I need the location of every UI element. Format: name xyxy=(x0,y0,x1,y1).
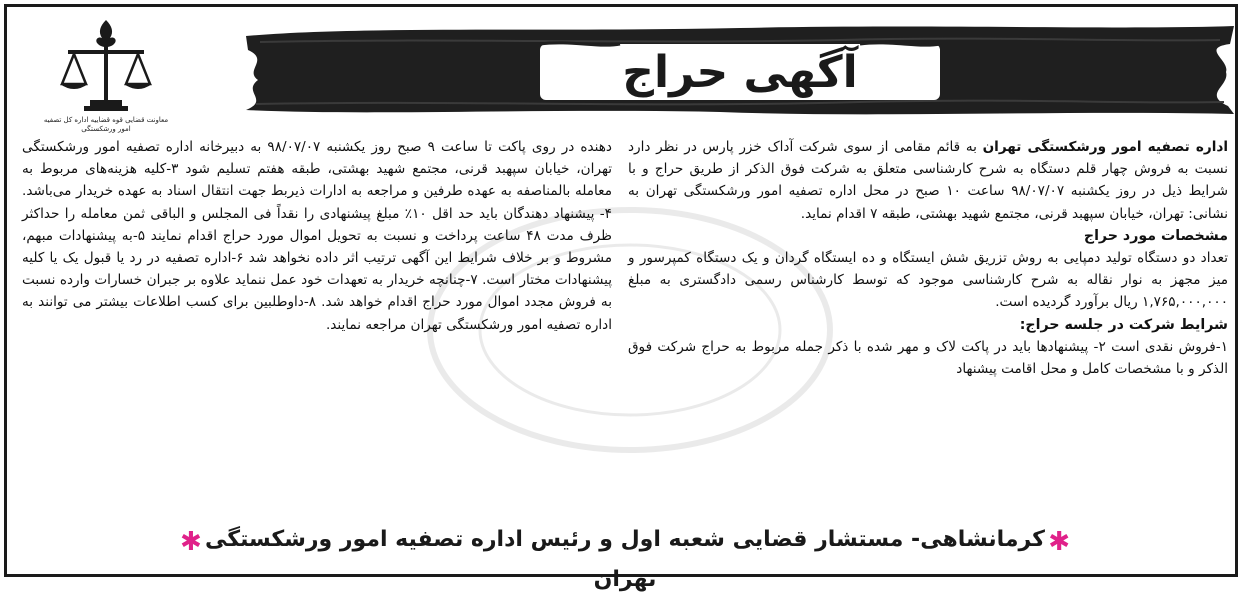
signature-footer xyxy=(180,520,1070,592)
conditions-continued-text: دهنده در روی پاکت تا ساعت ۹ صبح روز یکشنبه ۹۸/۰۷/۰۷ به دبیرخانه اداره تصفیه امور ورشکستگی تهران، خیابان سپهبد قرنی، مجتمع شهید بهشتی، طبقه هفتم تسلیم شود ۳-کلیه هزینه‌های مربوط به معامله بالمناصفه به عهده طرفین و مراجعه به ادارات ذیربط جهت انتقال اسناد به عهده خریدار می‌باشد. ۴- پیشنهاد دهندگان باید حد اقل ۱۰٪ مبلغ پیشنهادی را نقداً فی المجلس و الباقی ثمن معامله را حداکثر ظرف مدت ۴۸ ساعت پرداخت و نسبت به تحویل اموال مورد حراج اقدام نمایند ۵-به پیشنهادات مبهم، مشروط و بر خلاف شرایط این آگهی ترتیب اثر داده نخواهد شد ۶-اداره تصفیه در رد یا قبول یک یا کلیه پیشنهادات مختار است. ۷-چنانچه خریدار به تعهدات خود عمل ننماید علاوه بر جبران خسارات وارده نسبت به فروش مجدد اموال مورد حراج اقدام خواهد شد. ۸-داوطلبین برای کسب اطلاعات بیشتر می توانند به اداره تصفیه امور ورشکستگی تهران مراجعه نمایند. xyxy=(22,139,612,333)
page-title: آگهی حراج xyxy=(622,47,858,98)
conditions-heading: شرایط شرکت در جلسه حراج: xyxy=(1019,316,1228,333)
scales-of-justice-icon xyxy=(54,14,158,118)
specs-text: تعداد دو دستگاه تولید دمپایی به روش تزریق شش ایستگاه و ده ایستگاه گردان و یک دستگاه کمپرسور و میز مجهز به نوار نقاله به شرح کارشناسی موجود که توسط کارشناس رسمی دادگستری به مبلغ ۱,۷۶۵,۰۰۰,۰۰۰ ریال برآورد گردیده است. xyxy=(628,250,1228,311)
notice-right-column xyxy=(628,136,1228,380)
intro-text: به قائم مقامی از سوی شرکت آداک خزر پارس در نظر دارد نسبت به فروش چهار قلم دستگاه به شرح کارشناسی متعلق به شرکت فوق الذکر از طریق حراج و با شرایط ذیل در روز یکشنبه ۹۸/۰۷/۰۷ ساعت ۱۰ صبح در محل اداره تصفیه امور ورشکستگی تهران به نشانی: تهران، خیابان سپهبد قرنی، مجتمع شهید بهشتی، طبقه ۷ اقدام نماید. xyxy=(628,139,1229,222)
intro-paragraph xyxy=(628,136,1228,225)
title-banner xyxy=(240,14,1240,122)
conditions-text: ۱-فروش نقدی است ۲- پیشنهادها باید در پاکت لاک و مهر شده با ذکر جمله مربوط به حراج شرکت فوق الذکر و با مشخصات کامل و محل اقامت پیشنهاد xyxy=(628,338,1228,378)
notice-left-column xyxy=(22,136,612,336)
organization-name: اداره تصفیه امور ورشکستگی تهران xyxy=(982,139,1228,155)
specs-heading: مشخصات مورد حراج xyxy=(1083,227,1228,244)
judiciary-logo xyxy=(54,14,158,132)
star-icon: ✱ xyxy=(1048,527,1070,557)
signature-text: کرمانشاهی- مستشار قضایی شعبه اول و رئیس اداره تصفیه امور ورشکستگی تهران xyxy=(205,527,1045,592)
logo-caption: معاونت قضایی قوه قضاییه اداره کل تصفیه امور ورشکستگی xyxy=(43,116,169,133)
star-icon: ✱ xyxy=(180,527,202,557)
